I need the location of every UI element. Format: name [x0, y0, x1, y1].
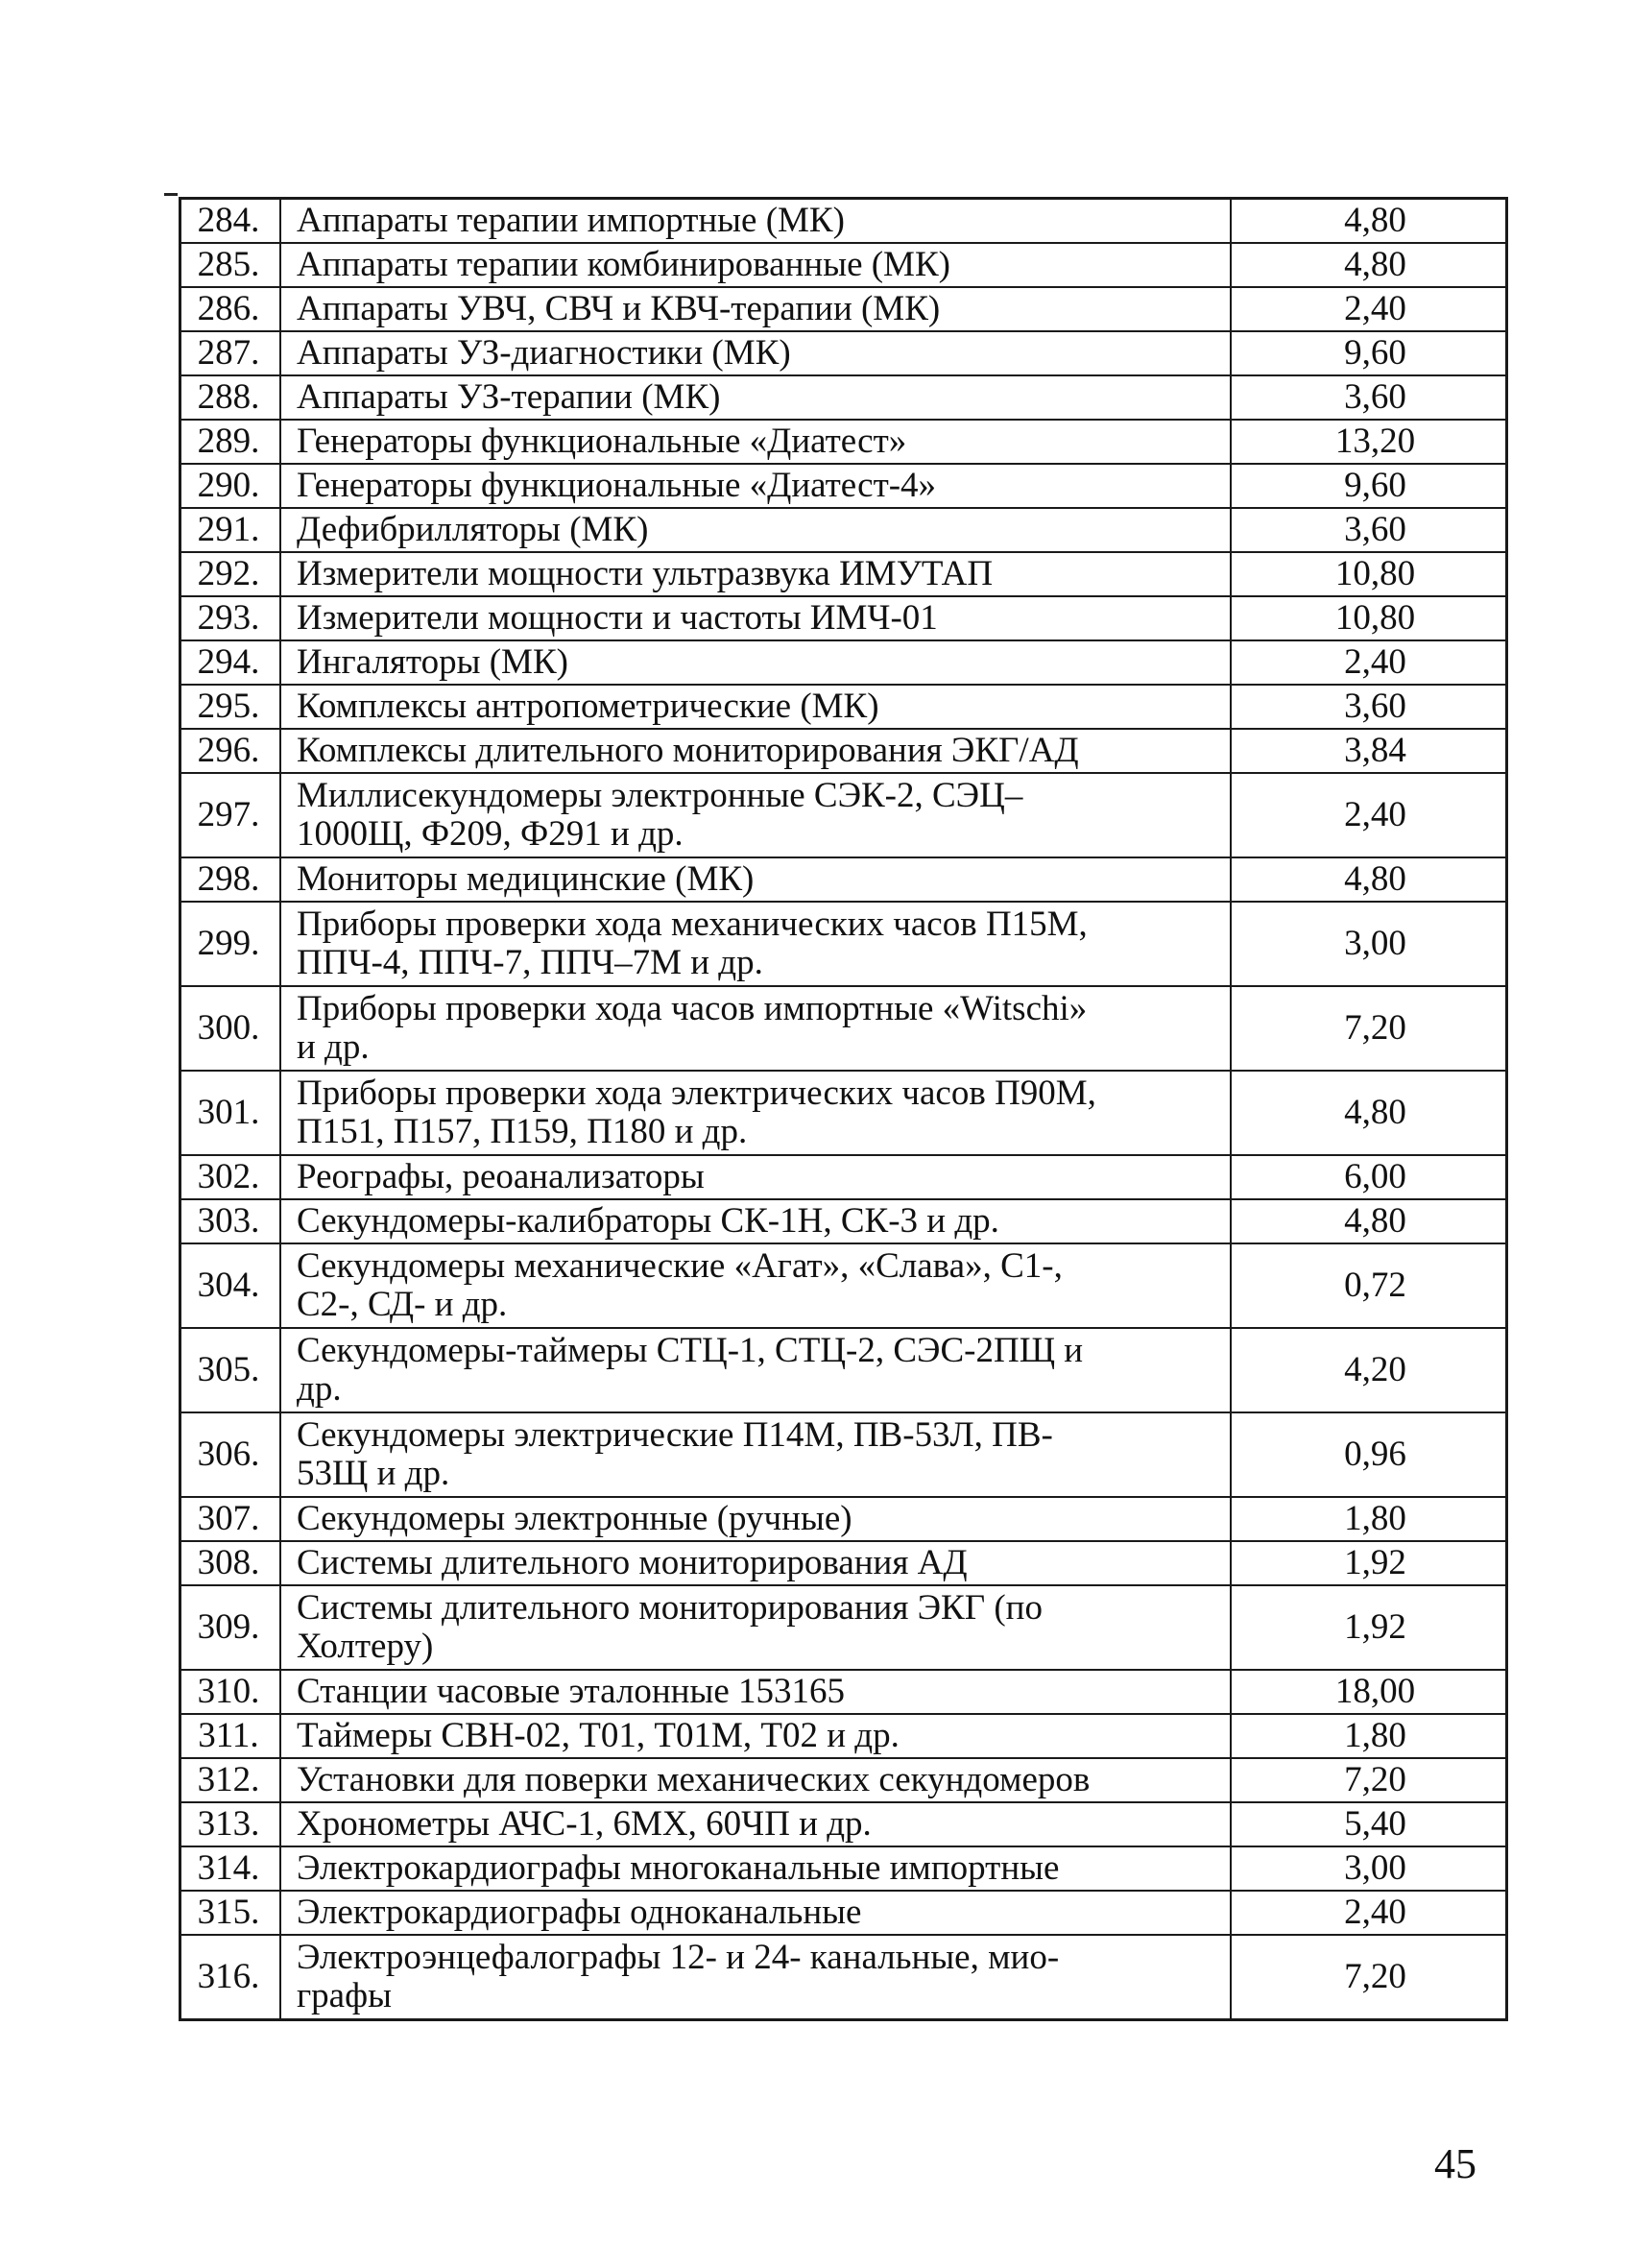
row-number: 294.: [180, 640, 281, 685]
price-value: 2,40: [1231, 1891, 1507, 1935]
device-name: Секундомеры электронные (ручные): [280, 1497, 1231, 1541]
device-name: Системы длительного мониторирования ЭКГ (по Холтеру): [280, 1585, 1231, 1670]
table-row: [180, 1585, 1507, 1670]
row-number: 286.: [180, 287, 281, 331]
table-row: [180, 729, 1507, 773]
price-value: 3,60: [1231, 375, 1507, 420]
device-name: Системы длительного мониторирования АД: [280, 1541, 1231, 1585]
price-value: 3,60: [1231, 685, 1507, 729]
table-row: [180, 420, 1507, 464]
price-table-body: [180, 199, 1507, 2020]
row-number: 295.: [180, 685, 281, 729]
price-value: 3,84: [1231, 729, 1507, 773]
price-value: 10,80: [1231, 596, 1507, 640]
row-number: 311.: [180, 1714, 281, 1758]
device-name: Генераторы функциональные «Диатест-4»: [280, 464, 1231, 508]
row-number: 302.: [180, 1155, 281, 1199]
device-name: Дефибрилляторы (МК): [280, 508, 1231, 552]
device-name: Секундомеры-таймеры СТЦ-1, СТЦ-2, СЭС-2ПЩ и др.: [280, 1328, 1231, 1412]
device-name: Аппараты УЗ-терапии (МК): [280, 375, 1231, 420]
table-row: [180, 1541, 1507, 1585]
price-value: 3,00: [1231, 1846, 1507, 1891]
price-value: 7,20: [1231, 986, 1507, 1071]
row-number: 308.: [180, 1541, 281, 1585]
device-name: Аппараты терапии импортные (МК): [280, 199, 1231, 244]
table-row: [180, 1802, 1507, 1846]
price-value: 0,72: [1231, 1243, 1507, 1328]
price-value: 7,20: [1231, 1935, 1507, 2020]
table-row: [180, 1758, 1507, 1802]
row-number: 293.: [180, 596, 281, 640]
row-number: 289.: [180, 420, 281, 464]
table-row: [180, 1497, 1507, 1541]
price-value: 2,40: [1231, 773, 1507, 857]
device-name: Аппараты УВЧ, СВЧ и КВЧ-терапии (МК): [280, 287, 1231, 331]
device-name: Таймеры СВН-02, Т01, Т01М, Т02 и др.: [280, 1714, 1231, 1758]
device-name: Комплексы длительного мониторирования ЭКГ/АД: [280, 729, 1231, 773]
device-name: Приборы проверки хода часов импортные «Witschi» и др.: [280, 986, 1231, 1071]
price-value: 6,00: [1231, 1155, 1507, 1199]
table-row: [180, 464, 1507, 508]
row-number: 309.: [180, 1585, 281, 1670]
row-number: 298.: [180, 857, 281, 902]
device-name: Генераторы функциональные «Диатест»: [280, 420, 1231, 464]
price-value: 4,80: [1231, 243, 1507, 287]
table-row: [180, 331, 1507, 375]
table-row: [180, 552, 1507, 596]
price-value: 9,60: [1231, 464, 1507, 508]
price-value: 2,40: [1231, 640, 1507, 685]
row-number: 300.: [180, 986, 281, 1071]
table-row: [180, 287, 1507, 331]
row-number: 313.: [180, 1802, 281, 1846]
table-row: [180, 1891, 1507, 1935]
row-number: 304.: [180, 1243, 281, 1328]
table-row: [180, 375, 1507, 420]
table-row: [180, 1846, 1507, 1891]
device-name: Миллисекундомеры электронные СЭК-2, СЭЦ– 1000Щ, Ф209, Ф291 и др.: [280, 773, 1231, 857]
table-row: [180, 243, 1507, 287]
device-name: Секундомеры-калибраторы СК-1Н, СК-3 и др.: [280, 1199, 1231, 1243]
row-number: 287.: [180, 331, 281, 375]
row-number: 306.: [180, 1412, 281, 1497]
row-number: 285.: [180, 243, 281, 287]
price-value: 10,80: [1231, 552, 1507, 596]
table-row: [180, 1155, 1507, 1199]
price-value: 3,00: [1231, 902, 1507, 986]
price-table: [179, 197, 1508, 2021]
table-row: [180, 1714, 1507, 1758]
device-name: Реографы, реоанализаторы: [280, 1155, 1231, 1199]
table-row: [180, 508, 1507, 552]
price-value: 18,00: [1231, 1670, 1507, 1714]
table-row: [180, 857, 1507, 902]
row-number: 316.: [180, 1935, 281, 2020]
price-value: 4,80: [1231, 857, 1507, 902]
device-name: Измерители мощности и частоты ИМЧ-01: [280, 596, 1231, 640]
device-name: Комплексы антропометрические (МК): [280, 685, 1231, 729]
table-row: [180, 986, 1507, 1071]
table-row: [180, 902, 1507, 986]
row-number: 297.: [180, 773, 281, 857]
table-row: [180, 1935, 1507, 2020]
row-number: 291.: [180, 508, 281, 552]
page-mark: [164, 193, 178, 196]
table-row: [180, 1412, 1507, 1497]
price-value: 7,20: [1231, 1758, 1507, 1802]
price-value: 1,80: [1231, 1497, 1507, 1541]
price-value: 1,92: [1231, 1585, 1507, 1670]
row-number: 305.: [180, 1328, 281, 1412]
device-name: Электрокардиографы многоканальные импортные: [280, 1846, 1231, 1891]
row-number: 312.: [180, 1758, 281, 1802]
price-value: 5,40: [1231, 1802, 1507, 1846]
price-value: 2,40: [1231, 287, 1507, 331]
table-row: [180, 596, 1507, 640]
device-name: Аппараты терапии комбинированные (МК): [280, 243, 1231, 287]
price-value: 4,20: [1231, 1328, 1507, 1412]
row-number: 288.: [180, 375, 281, 420]
row-number: 303.: [180, 1199, 281, 1243]
page-number: 45: [1434, 2140, 1476, 2187]
device-name: Станции часовые эталонные 153165: [280, 1670, 1231, 1714]
table-row: [180, 1071, 1507, 1155]
device-name: Установки для поверки механических секундомеров: [280, 1758, 1231, 1802]
price-value: 1,92: [1231, 1541, 1507, 1585]
row-number: 299.: [180, 902, 281, 986]
price-value: 3,60: [1231, 508, 1507, 552]
table-row: [180, 773, 1507, 857]
table-row: [180, 685, 1507, 729]
row-number: 290.: [180, 464, 281, 508]
device-name: Ингаляторы (МК): [280, 640, 1231, 685]
device-name: Приборы проверки хода электрических часов П90М, П151, П157, П159, П180 и др.: [280, 1071, 1231, 1155]
row-number: 307.: [180, 1497, 281, 1541]
device-name: Измерители мощности ультразвука ИМУТАП: [280, 552, 1231, 596]
device-name: Секундомеры механические «Агат», «Слава», С1-, С2-, СД- и др.: [280, 1243, 1231, 1328]
row-number: 314.: [180, 1846, 281, 1891]
device-name: Электроэнцефалографы 12- и 24- канальные, мио- графы: [280, 1935, 1231, 2020]
table-row: [180, 1328, 1507, 1412]
device-name: Мониторы медицинские (МК): [280, 857, 1231, 902]
table-row: [180, 1243, 1507, 1328]
table-row: [180, 199, 1507, 244]
price-value: 9,60: [1231, 331, 1507, 375]
row-number: 315.: [180, 1891, 281, 1935]
price-value: 0,96: [1231, 1412, 1507, 1497]
price-value: 4,80: [1231, 1071, 1507, 1155]
price-value: 4,80: [1231, 1199, 1507, 1243]
price-value: 4,80: [1231, 199, 1507, 244]
price-value: 1,80: [1231, 1714, 1507, 1758]
device-name: Хронометры АЧС-1, 6МХ, 60ЧП и др.: [280, 1802, 1231, 1846]
row-number: 292.: [180, 552, 281, 596]
price-value: 13,20: [1231, 420, 1507, 464]
table-row: [180, 1670, 1507, 1714]
device-name: Аппараты УЗ-диагностики (МК): [280, 331, 1231, 375]
row-number: 310.: [180, 1670, 281, 1714]
row-number: 284.: [180, 199, 281, 244]
row-number: 296.: [180, 729, 281, 773]
device-name: Секундомеры электрические П14М, ПВ-53Л, ПВ- 53Щ и др.: [280, 1412, 1231, 1497]
table-row: [180, 1199, 1507, 1243]
row-number: 301.: [180, 1071, 281, 1155]
device-name: Приборы проверки хода механических часов П15М, ППЧ-4, ППЧ-7, ППЧ–7М и др.: [280, 902, 1231, 986]
table-row: [180, 640, 1507, 685]
device-name: Электрокардиографы одноканальные: [280, 1891, 1231, 1935]
